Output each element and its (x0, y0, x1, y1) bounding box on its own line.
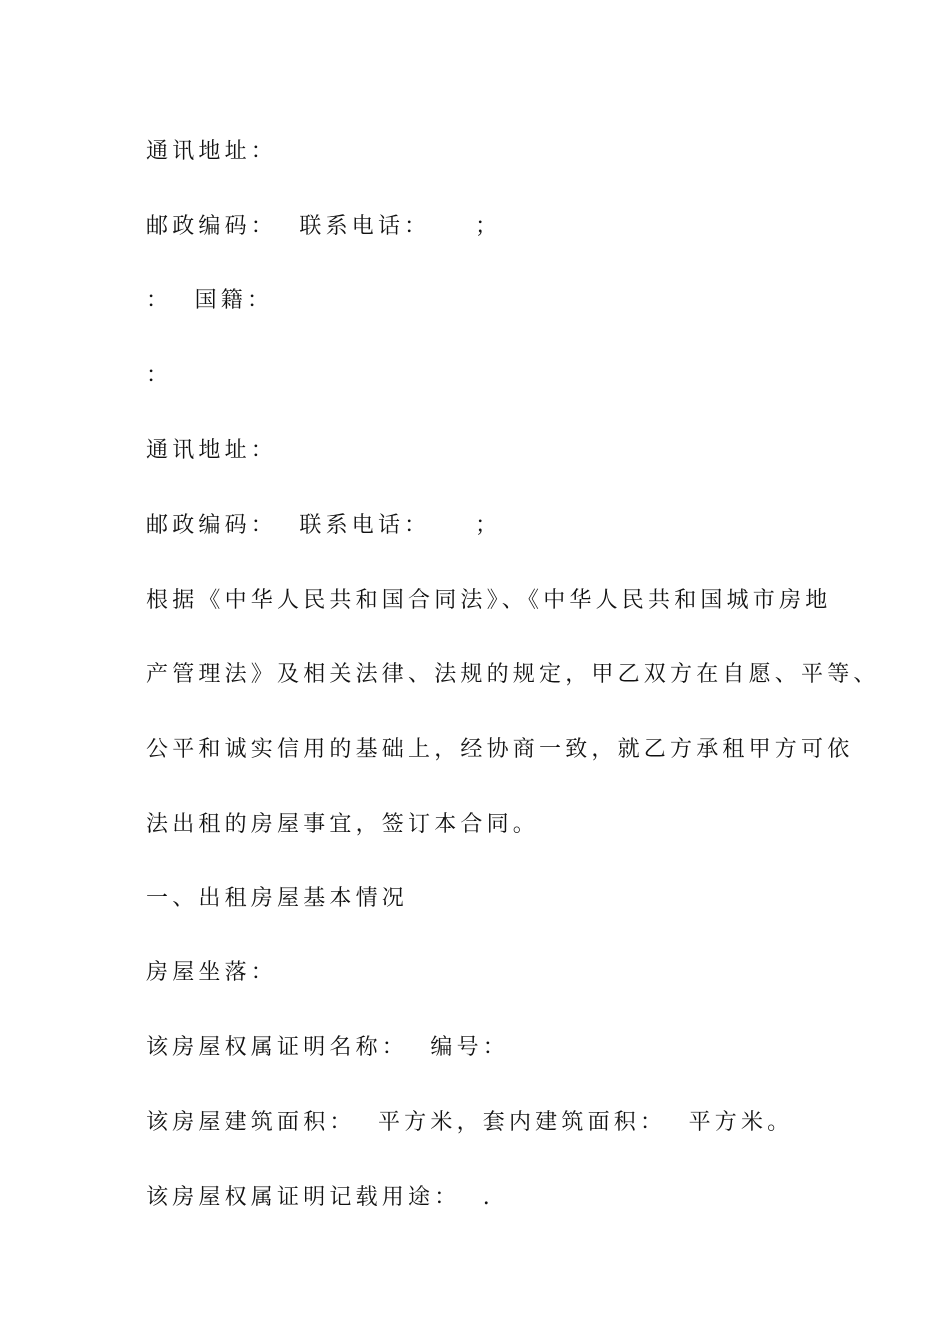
text-line-registered-use: 该房屋权属证明记载用途： . (146, 1185, 494, 1210)
text-line-house-location: 房屋坐落： (146, 960, 278, 985)
text-line-postal-phone-2: 邮政编码： 联系电话： ； (146, 513, 502, 538)
text-line-mailing-address-2: 通讯地址： (146, 438, 278, 463)
paragraph-line-2: 产管理法》及相关法律、法规的规定，甲乙双方在自愿、平等、 (146, 662, 880, 687)
text-line-ownership-certificate: 该房屋权属证明名称： 编号： (146, 1035, 509, 1060)
paragraph-line-3: 公平和诚实信用的基础上，经协商一致，就乙方承租甲方可依 (146, 737, 854, 762)
text-line-nationality: ： 国籍： (146, 288, 274, 313)
paragraph-line-4: 法出租的房屋事宜，签订本合同。 (146, 812, 540, 837)
text-line-colon: ： (146, 363, 173, 388)
text-line-postal-phone-1: 邮政编码： 联系电话： ； (146, 214, 502, 239)
paragraph-line-1: 根据《中华人民共和国合同法》、《中华人民共和国城市房地 (146, 588, 832, 613)
section-heading-basic-info: 一、出租房屋基本情况 (146, 886, 409, 911)
text-line-building-area: 该房屋建筑面积： 平方米，套内建筑面积： 平方米。 (146, 1110, 794, 1135)
text-line-mailing-address-1: 通讯地址： (146, 139, 278, 164)
